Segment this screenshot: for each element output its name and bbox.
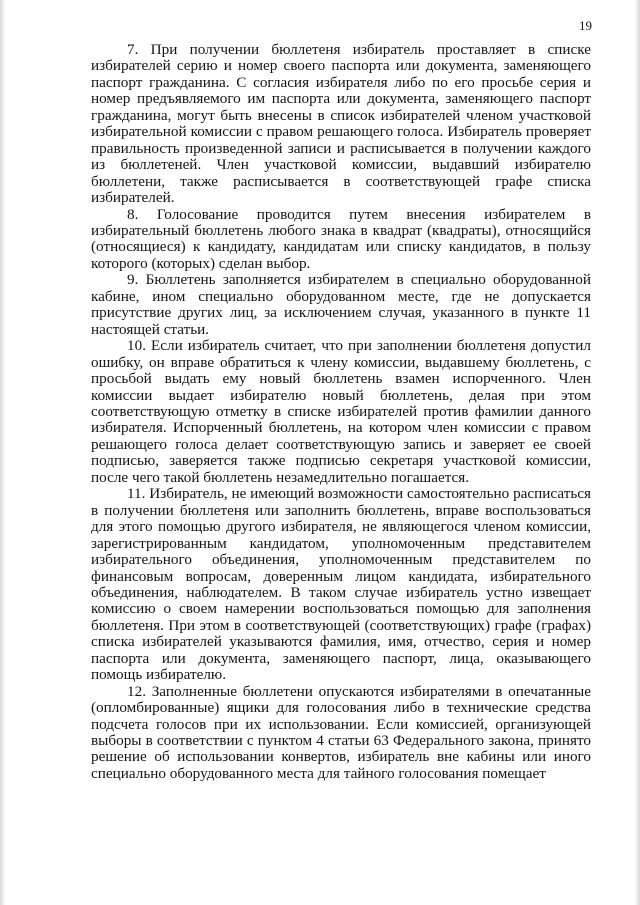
document-body [91,42,591,782]
scan-edge-left [0,0,6,905]
paragraph-item-7: 7. При получении бюллетеня избиратель проставляет в списке избирателей серию и номер своего паспорта или документа, заменяющего паспорт гражданина. С согласия избирателя либо по его просьбе серия и номер предъявляемого им паспорта или документа, заменяющего паспорт гражданина, могут быть внесены в список избирателей членом участковой избирательной комиссии с правом решающего голоса. Избиратель проверяет правильность произведенной записи и расписывается в получении каждого из бюллетеней. Член участковой комиссии, выдавший избирателю бюллетени, также расписывается в соответствующей графе списка избирателей. [91,41,591,207]
paragraph-item-10: 10. Если избиратель считает, что при заполнении бюллетеня допустил ошибку, он вправе обратиться к члену комиссии, выдавшему бюллетень, с просьбой выдать ему новый бюллетень взамен испорченного. Член комиссии выдает избирателю новый бюллетень, делая при этом соответствующую отметку в списке избирателей против фамилии данного избирателя. Испорченный бюллетень, на котором член комиссии с правом решающего голоса делает соответствующую запись и заверяет ее своей подписью, заверяется также подписью секретаря участковой комиссии, после чего такой бюллетень незамедлительно погашается. [91,337,591,486]
paragraph-item-12: 12. Заполненные бюллетени опускаются избирателями в опечатанные (опломбированные) ящики для голосования либо в технические средства подсчета голосов при их использовании. Если комиссией, организующей выборы в соответствии с пунктом 4 статьи 63 Федерального закона, принято решение об использовании конвертов, избиратель вне кабины или иного специально оборудованного места для тайного голосования помещает [91,682,591,782]
paragraph-item-11: 11. Избиратель, не имеющий возможности самостоятельно расписаться в получении бюллетеня или заполнить бюллетень, вправе воспользоваться для этого помощью другого избирателя, не являющегося членом комиссии, зарегистрированным кандидатом, уполномоченным представителем избирательного объединения, уполномоченным представителем по финансовым вопросам, доверенным лицом кандидата, избирательного объединения, наблюдателем. В таком случае избиратель устно извещает комиссию о своем намерении воспользоваться помощью для заполнения бюллетеня. При этом в соответствующей (соответствующих) графе (графах) списка избирателей указываются фамилия, имя, отчество, серия и номер паспорта или документа, заменяющего паспорт, лица, оказывающего помощь избирателю. [91,485,591,684]
page-number: 19 [579,18,592,33]
paragraph-item-9: 9. Бюллетень заполняется избирателем в специально оборудованной кабине, ином специально оборудованном месте, где не допускается присутствие других лиц, за исключением случая, указанного в пункте 11 настоящей статьи. [91,271,591,338]
paragraph-item-8: 8. Голосование проводится путем внесения избирателем в избирательный бюллетень любого знака в квадрат (квадраты), относящийся (относящиеся) к кандидату, кандидатам или списку кандидатов, в пользу которого (которых) сделан выбор. [91,205,591,272]
scan-edge-right [634,0,640,905]
